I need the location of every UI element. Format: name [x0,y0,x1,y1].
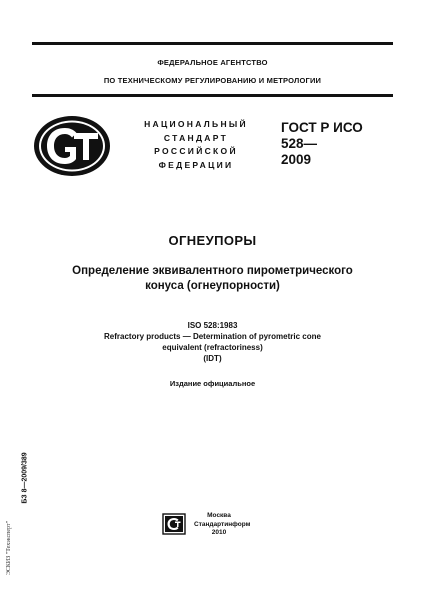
header-rule [32,94,393,97]
national-line: ФЕДЕРАЦИИ [158,159,234,170]
gost-r-certification-mark-icon [32,114,112,178]
iso-reference [32,320,393,364]
side-code: БЗ 8—2009/389 [21,452,29,504]
subtitle-line: конуса (огнеупорности) [145,279,280,292]
publisher-imprint [194,512,251,538]
iso-line: equivalent (refractoriness) [162,343,263,352]
top-rule [32,42,393,45]
designation-line: 2009 [281,152,312,167]
agency-line-2: ПО ТЕХНИЧЕСКОМУ РЕГУЛИРОВАНИЮ И МЕТРОЛОГИИ [103,76,322,85]
standard-designation [281,120,363,168]
document-subtitle [32,264,393,293]
national-standard-label [140,118,252,172]
publisher-line: Стандартинформ [194,520,251,528]
designation-line: 528— [281,136,318,151]
side-stamp: ЭСКИЗ "Техэксперт" [6,520,12,576]
agency-line-1: ФЕДЕРАЛЬНОЕ АГЕНТСТВО [157,58,268,67]
designation-line: ГОСТ Р ИСО [281,120,363,135]
national-line: СТАНДАРТ [163,132,229,143]
national-line: РОССИЙСКОЙ [154,146,238,157]
iso-line: Refractory products — Determination of pyrometric cone [104,332,321,341]
iso-line: ISO 528:1983 [187,321,238,330]
document-title: ОГНЕУПОРЫ [168,233,257,248]
publisher-line: Москва [207,512,231,519]
publisher-line: 2010 [211,529,227,537]
edition-label: Издание официальное [169,379,256,388]
subtitle-line: Определение эквивалентного пирометрического [72,265,353,277]
standartinform-logo-icon [162,513,186,535]
national-line: НАЦИОНАЛЬНЫЙ [144,119,248,129]
iso-line: (IDT) [203,354,222,363]
